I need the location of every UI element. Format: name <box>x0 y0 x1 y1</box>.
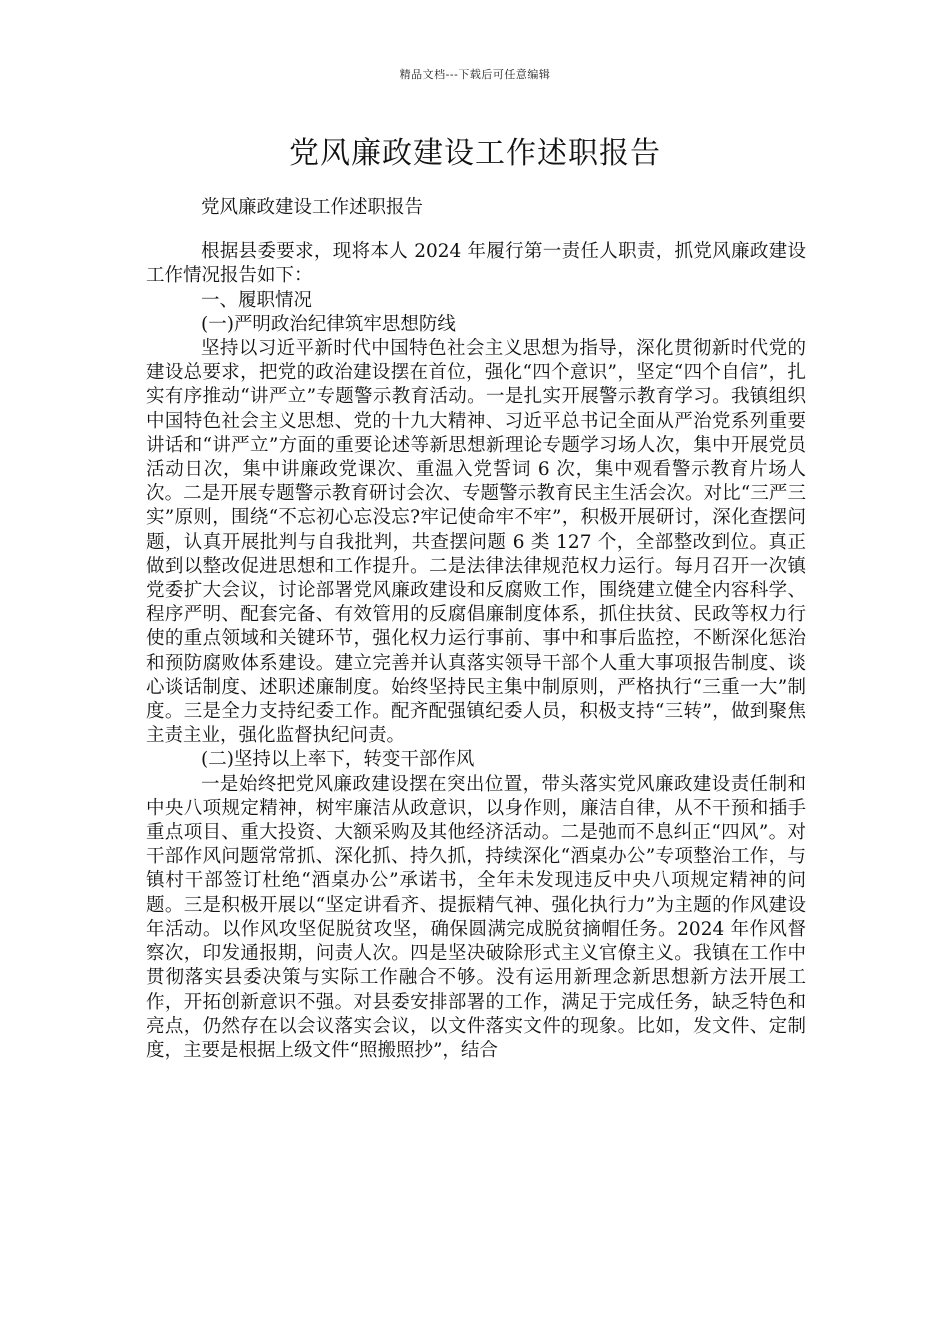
document-title: 党风廉政建设工作述职报告 <box>289 136 661 171</box>
header-note: 精品文档---下载后可任意编辑 <box>399 68 551 81</box>
subsection-heading: (一)严明政治纪律筑牢思想防线 <box>201 313 456 335</box>
intro-paragraph: 根据县委要求，现将本人 2024 年履行第一责任人职责，抓党风廉政建设工作情况报告如下： <box>146 241 806 287</box>
subsection-heading: (二)坚持以上率下，转变干部作风 <box>201 749 475 771</box>
document-subtitle: 党风廉政建设工作述职报告 <box>201 197 424 218</box>
body-paragraph: 坚持以习近平新时代中国特色社会主义思想为指导，深化贯彻新时代党的建设总要求，把党的政治建设摆在首位，强化“四个意识”，坚定“四个自信”，扎实有序推动“讲严立”专题警示教育活动。一是扎实开展警示教育学习。我镇组织中国特色社会主义思想、党的十九大精神、习近平总书记全面从严治党系列重要讲话和“讲严立”方面的重要论述等新思想新理论专题学习场人次，集中开展党员活动日次，集中讲廉政党课次、重温入党誓词 6 次，集中观看警示教育片场人次。二是开展专题警示教育研讨会次、专题警示教育民主生活会次。对比“三严三实”原则，围绕“不忘初心忘没忘?牢记使命牢不牢”，积极开展研讨，深化查摆问题，认真开展批判与自我批判，共查摆问题 6 类 127 个，全部整改到位。真正做到以整改促进思想和工作提升。二是法律法律规范权力运行。每月召开一次镇党委扩大会议，讨论部署党风廉政建设和反腐败工作，围绕建立健全内容科学、程序严明、配套完备、有效管用的反腐倡廉制度体系，抓住扶贫、民政等权力行使的重点领域和关键环节，强化权力运行事前、事中和事后监控，不断深化惩治和预防腐败体系建设。建立完善并认真落实领导干部个人重大事项报告制度、谈心谈话制度、述职述廉制度。始终坚持民主集中制原则，严格执行“三重一大”制度。三是全力支持纪委工作。配齐配强镇纪委人员，积极支持“三转”，做到聚焦主责主业，强化监督执纪问责。 <box>146 338 806 747</box>
section-heading: 一、履职情况 <box>201 289 313 311</box>
document-body <box>146 196 806 1063</box>
body-paragraph: 一是始终把党风廉政建设摆在突出位置，带头落实党风廉政建设责任制和中央八项规定精神，树牢廉洁从政意识，以身作则，廉洁自律，从不干预和插手重点项目、重大投资、大额采购及其他经济活动。二是弛而不息纠正“四风”。对干部作风问题常常抓、深化抓、持久抓，持续深化“酒桌办公”专项整治工作，与镇村干部签订杜绝“酒桌办公”承诺书，全年未发现违反中央八项规定精神的问题。三是积极开展以“坚定讲看齐、提振精气神、强化执行力”为主题的作风建设年活动。以作风攻坚促脱贫攻坚，确保圆满完成脱贫摘帽任务。2024 年作风督察次，印发通报期，问责人次。四是坚决破除形式主义官僚主义。我镇在工作中贯彻落实县委决策与实际工作融合不够。没有运用新理念新思想新方法开展工作，开拓创新意识不强。对县委安排部署的工作，满足于完成任务，缺乏特色和亮点，仍然存在以会议落实会议，以文件落实文件的现象。比如，发文件、定制度，主要是根据上级文件“照搬照抄”，结合 <box>146 773 806 1061</box>
